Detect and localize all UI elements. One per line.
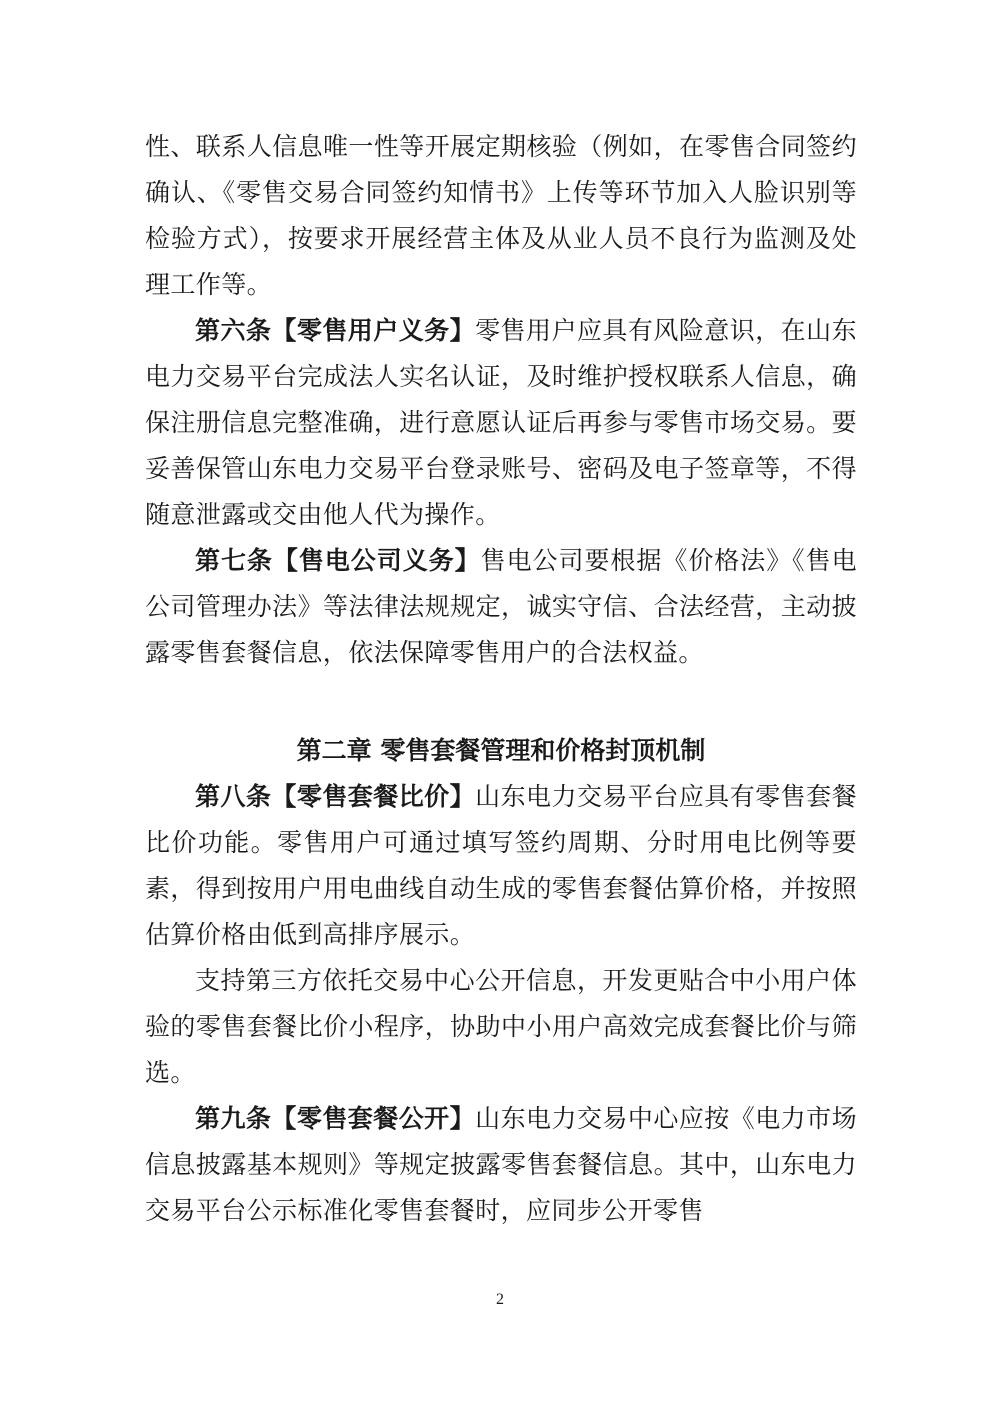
paragraph-continuation: 性、联系人信息唯一性等开展定期核验（例如，在零售合同签约确认、《零售交易合同签约知情书》上传等环节加入人脸识别等检验方式），按要求开展经营主体及从业人员不良行为监测及处理工作等。 [145, 132, 857, 299]
article-9-heading: 第九条【零售套餐公开】 [195, 1104, 476, 1133]
article-9-text: 山东电力交易中心应按《电力市场信息披露基本规则》等规定披露零售套餐信息。其中，山东电力交易平台公示标准化零售套餐时，应同步公开零售 [145, 1104, 857, 1225]
article-7-text: 售电公司要根据《价格法》《售电公司管理办法》等法律法规规定，诚实守信、合法经营，主动披露零售套餐信息，依法保障零售用户的合法权益。 [145, 546, 857, 667]
article-7 [145, 538, 857, 676]
article-8-text: 山东电力交易平台应具有零售套餐比价功能。零售用户可通过填写签约周期、分时用电比例等要素，得到按用户用电曲线自动生成的零售套餐估算价格，并按照估算价格由低到高排序展示。 [145, 782, 857, 949]
article-6-heading: 第六条【零售用户义务】 [195, 316, 476, 345]
article-8-paragraph-2: 支持第三方依托交易中心公开信息，开发更贴合中小用户体验的零售套餐比价小程序，协助中小用户高效完成套餐比价与筛选。 [145, 966, 857, 1087]
article-9 [145, 1096, 857, 1234]
article-6-text: 零售用户应具有风险意识，在山东电力交易平台完成法人实名认证，及时维护授权联系人信息，确保注册信息完整准确，进行意愿认证后再参与零售市场交易。要妥善保管山东电力交易平台登录账号、密码及电子签章等，不得随意泄露或交由他人代为操作。 [145, 316, 857, 529]
chapter-title: 第二章 零售套餐管理和价格封顶机制 [296, 736, 706, 765]
article-7-heading: 第七条【售电公司义务】 [195, 546, 481, 575]
text-block-lower [145, 774, 857, 1234]
page-number: 2 [496, 1291, 504, 1308]
text-block-upper [145, 124, 857, 676]
article-8-heading: 第八条【零售套餐比价】 [195, 782, 476, 811]
article-6 [145, 308, 857, 538]
article-8 [145, 774, 857, 958]
